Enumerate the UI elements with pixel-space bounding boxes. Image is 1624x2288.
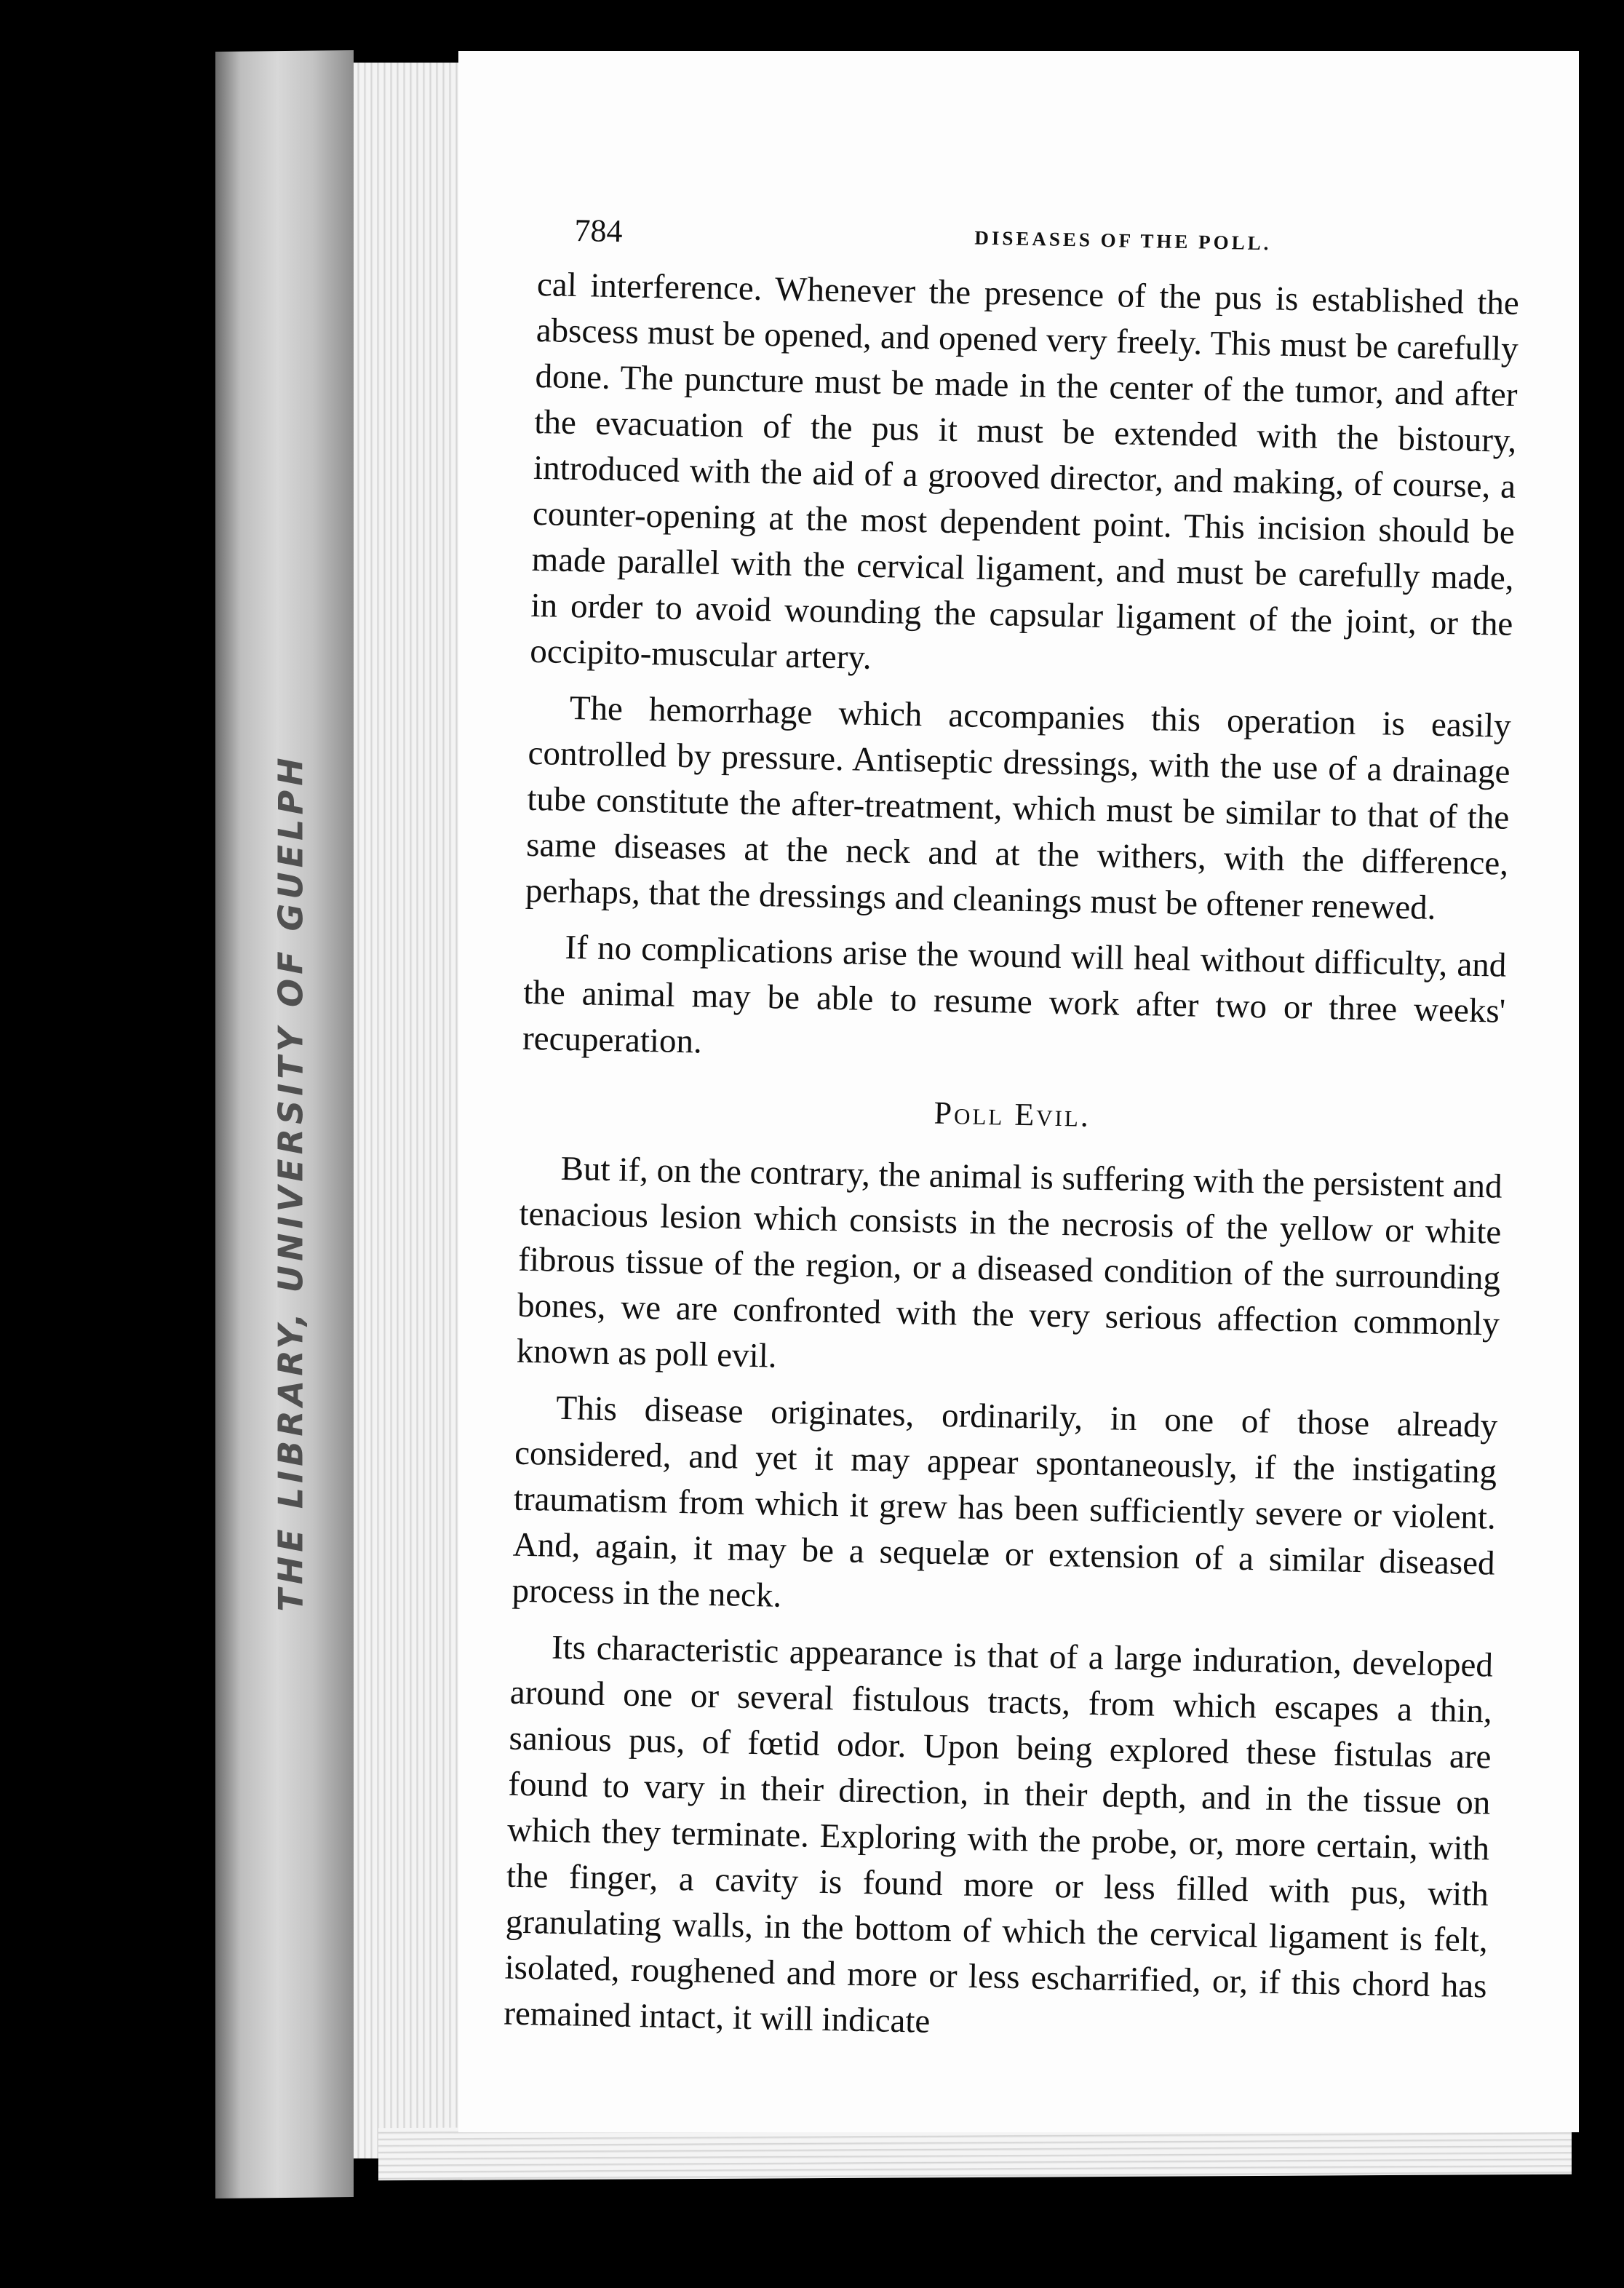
- page-content: [503, 211, 1521, 2065]
- paragraph: cal interference. Whenever the presence of the pus is established the abscess must be opened, and opened very freely. This must be carefully done. The puncture must be made in the center of the tumor, and after the evacuation of the pus it must be extended with the bistoury, introduced with the aid of a grooved director, and making, of course, a counter-opening at the most dependent point. This incision should be made parallel with the cervical ligament, and must be carefully made, in order to avoid wounding the capsular ligament of the joint, or the occipito-muscular artery.: [529, 265, 1520, 677]
- paragraph: But if, on the contrary, the animal is suffering with the persistent and tenacious lesion which consists in the necrosis of the yellow or white fibrous tissue of the region, or a diseased condition of the surrounding bones, we are confronted with the very serious affection commonly known as poll evil.: [516, 1149, 1503, 1375]
- running-title: DISEASES OF THE POLL.: [974, 226, 1272, 255]
- section-heading: Poll Evil.: [934, 1095, 1091, 1134]
- book-page: [458, 51, 1579, 2132]
- paragraph: If no complications arise the wound will heal without difficulty, and the animal may be able to resume work after two or three weeks' recuperation.: [522, 928, 1507, 1061]
- paragraph: Its characteristic appearance is that of a large induration, developed around one or several fistulous tracts, from which escapes a thin, sanious pus, of fœtid odor. Upon being explored these fistulas are found to vary in their direction, in their depth, and in the tissue on which they terminate. Exploring with the probe, or, more certain, with the finger, a cavity is found more or less filled with pus, with granulating walls, in the bottom of which the cervical ligament is felt, isolated, roughened and more or less escharrified, or, if this chord has remained intact, it will indicate: [503, 1628, 1494, 2041]
- page-number: 784: [574, 212, 623, 250]
- paragraph: The hemorrhage which accompanies this operation is easily controlled by pressure. Antiseptic dressings, with the use of a drainage tube constitute the after-treatment, which must be similar to that of the same diseases at the neck and at the withers, with the difference, perhaps, that the dressings and cleanings must be oftener renewed.: [525, 688, 1512, 927]
- library-stamp: [262, 753, 320, 1612]
- paragraph: This disease originates, ordinarily, in one of those already considered, and yet it may appear spontaneously, if the instigating traumatism from which it grew has been sufficiently severe or violent. And, again, it may be a sequelæ or extension of a similar diseased process in the neck.: [512, 1389, 1498, 1615]
- page-edges: [354, 63, 463, 2158]
- library-stamp-text: THE LIBRARY, UNIVERSITY OF GUELPH: [271, 753, 311, 1612]
